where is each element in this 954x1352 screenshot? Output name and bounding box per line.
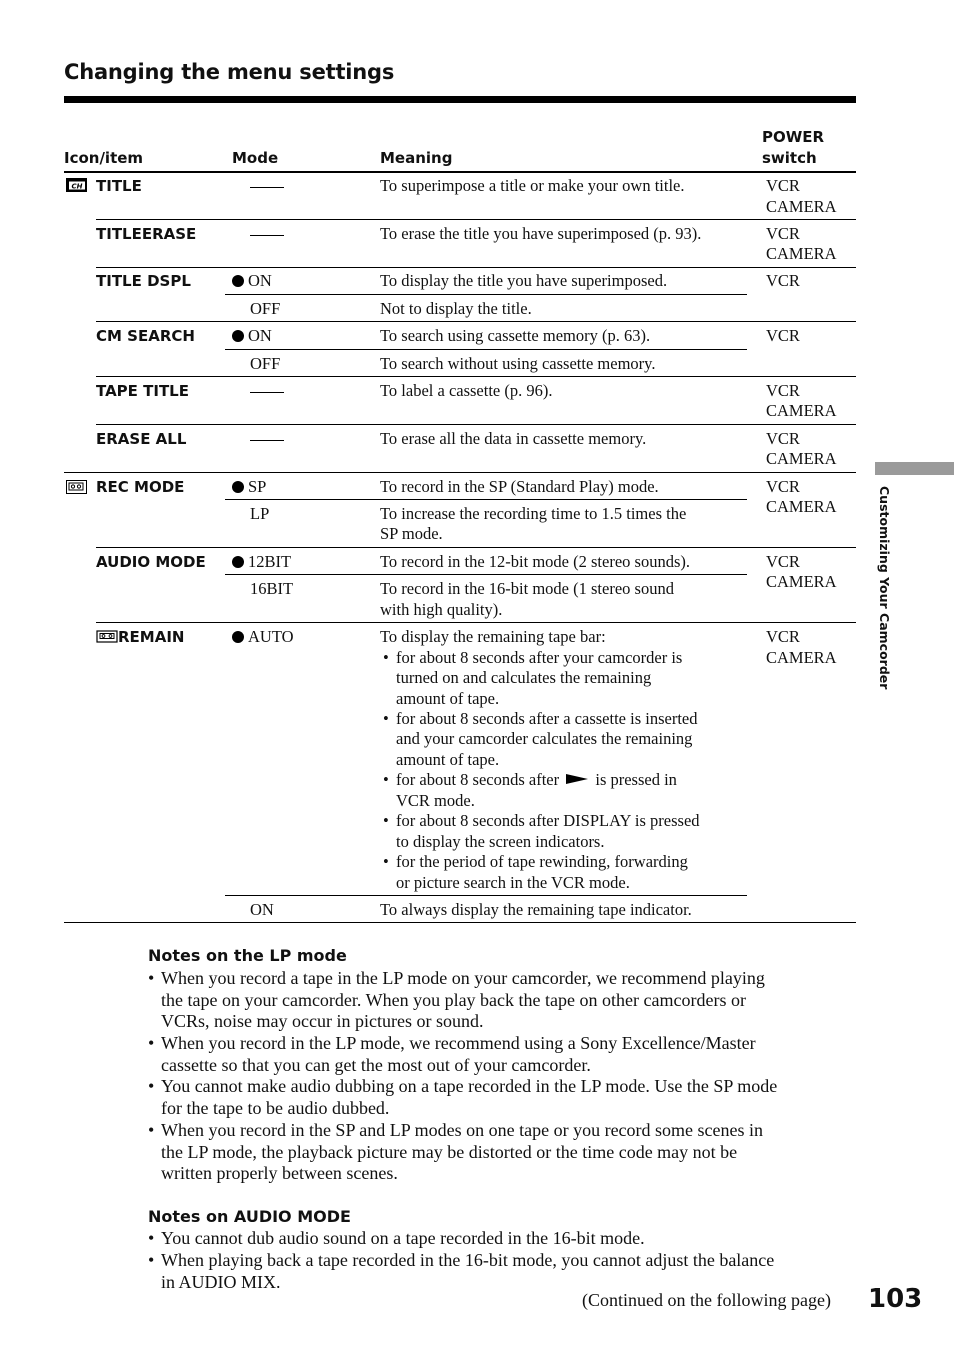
row-divider [96, 622, 856, 623]
list-item: for the period of tape rewinding, forwarding [396, 852, 688, 871]
table-bottom-rule [64, 922, 856, 923]
row-divider [96, 547, 856, 548]
item-rec-mode: REC MODE [96, 478, 185, 496]
mode-none [250, 224, 284, 245]
power-vcr: VCR [766, 224, 800, 243]
meaning: To increase the recording time to 1.5 times the [380, 504, 687, 523]
section-divider [64, 472, 856, 473]
header-power-line1: POWER [762, 128, 825, 146]
default-dot-icon [232, 631, 244, 643]
power-vcr: VCR [766, 381, 800, 400]
row-divider [96, 424, 856, 425]
item-erase-all: ERASE ALL [96, 430, 187, 448]
mode-auto: AUTO [232, 627, 294, 648]
meaning: To record in the 12-bit mode (2 stereo sounds). [380, 552, 690, 571]
bullet-mark: • [383, 648, 389, 667]
sub-divider [225, 574, 747, 575]
mode-on: ON [250, 900, 274, 919]
header-meaning: Meaning [380, 149, 453, 167]
power-camera: CAMERA [766, 497, 837, 516]
svg-text:CH: CH [71, 182, 82, 190]
header-power-line2: switch [762, 149, 817, 167]
power-camera: CAMERA [766, 572, 837, 591]
mode-off: OFF [250, 299, 281, 318]
list-item: amount of tape. [396, 750, 500, 769]
list-item: for about 8 seconds after your camcorder is [396, 648, 683, 667]
list-item: • When you record a tape in the LP mode on your camcorder, we recommend playing the tape on your camcorder. When you play back the tape on other camcorders or VCRs, noise may occur in pictures or sound. [148, 968, 765, 1032]
continued-note: (Continued on the following page) [582, 1290, 831, 1310]
sub-divider [225, 294, 747, 295]
list-item: amount of tape. [396, 689, 500, 708]
mode-12bit: 12BIT [232, 552, 291, 573]
power-camera: CAMERA [766, 244, 837, 263]
bullet-mark: • [383, 852, 389, 871]
page-number: 103 [868, 1284, 923, 1314]
bullet-mark: • [383, 709, 389, 728]
notes-audio-heading: Notes on AUDIO MODE [148, 1207, 351, 1226]
header-mode: Mode [232, 149, 279, 167]
mode-lp: LP [250, 504, 270, 523]
meaning: Not to display the title. [380, 299, 532, 318]
power-camera: CAMERA [766, 197, 837, 216]
list-item: • You cannot make audio dubbing on a tape recorded in the LP mode. Use the SP mode for the tape to be audio dubbed. [148, 1076, 778, 1118]
row-divider [96, 321, 856, 322]
item-audio-mode: AUDIO MODE [96, 553, 206, 571]
sub-divider [225, 499, 747, 500]
tape-menu-icon [66, 480, 87, 494]
meaning: To always display the remaining tape indicator. [380, 900, 692, 919]
power-vcr: VCR [766, 552, 800, 571]
mode-off: OFF [250, 354, 281, 373]
default-dot-icon [232, 556, 244, 568]
meaning: To record in the SP (Standard Play) mode. [380, 477, 659, 496]
meaning: To display the title you have superimposed. [380, 271, 668, 290]
power-camera: CAMERA [766, 449, 837, 468]
list-item: for about 8 seconds after DISPLAY is pressed [396, 811, 700, 830]
list-item: VCR mode. [396, 791, 475, 810]
item-remain: REMAIN [96, 627, 184, 647]
meaning: To label a cassette (p. 96). [380, 381, 553, 400]
item-title-dspl: TITLE DSPL [96, 272, 191, 290]
power-vcr: VCR [766, 176, 800, 195]
list-item: and your camcorder calculates the remaining [396, 729, 693, 748]
list-item: for about 8 seconds after is pressed in [396, 770, 677, 789]
cassette-icon [96, 630, 118, 643]
sub-divider [225, 895, 747, 896]
meaning-intro: To display the remaining tape bar: [380, 627, 606, 646]
meaning: To superimpose a title or make your own title. [380, 176, 685, 195]
power-vcr: VCR [766, 429, 800, 448]
mode-on: ON [232, 271, 272, 292]
meaning: To record in the 16-bit mode (1 stereo sound [380, 579, 674, 598]
power-vcr: VCR [766, 477, 800, 496]
header-icon-item: Icon/item [64, 149, 144, 167]
list-item: • When playing back a tape recorded in the 16-bit mode, you cannot adjust the balance in AUDIO MIX. [148, 1250, 775, 1292]
bullet-mark: • [383, 770, 389, 789]
mode-none [250, 429, 284, 450]
title-rule [64, 96, 856, 103]
list-item: or picture search in the VCR mode. [396, 873, 630, 892]
sub-divider [225, 349, 747, 350]
list-item: • You cannot dub audio sound on a tape recorded in the 16-bit mode. [148, 1228, 645, 1248]
default-dot-icon [232, 481, 244, 493]
play-icon [565, 773, 589, 785]
default-dot-icon [232, 275, 244, 287]
meaning: To search using cassette memory (p. 63). [380, 326, 651, 345]
list-item: turned on and calculates the remaining [396, 668, 652, 687]
side-tab-marker [875, 462, 954, 475]
title-menu-icon [66, 178, 87, 192]
power-vcr: VCR [766, 326, 800, 345]
mode-16bit: 16BIT [250, 579, 294, 598]
mode-none [250, 381, 284, 402]
meaning: with high quality). [380, 600, 503, 619]
mode-none [250, 176, 284, 197]
mode-sp: SP [232, 477, 266, 498]
meaning: To search without using cassette memory. [380, 354, 656, 373]
item-tape-title: TAPE TITLE [96, 382, 189, 400]
meaning: To erase all the data in cassette memory. [380, 429, 647, 448]
notes-lp-heading: Notes on the LP mode [148, 946, 347, 965]
list-item: for about 8 seconds after a cassette is inserted [396, 709, 698, 728]
meaning: To erase the title you have superimposed (p. 93). [380, 224, 702, 243]
power-camera: CAMERA [766, 401, 837, 420]
list-item: • When you record in the SP and LP modes on one tape or you record some scenes in the LP mode, the playback picture may be distorted or the time code may not be written properly between scenes. [148, 1120, 764, 1184]
item-title: TITLE [96, 177, 142, 195]
header-rule [64, 171, 856, 173]
list-item: to display the screen indicators. [396, 832, 605, 851]
power-vcr: VCR [766, 627, 800, 646]
power-vcr: VCR [766, 271, 800, 290]
list-item: • When you record in the LP mode, we recommend using a Sony Excellence/Master cassette so that you can get the most out of your camcorder. [148, 1033, 756, 1075]
row-divider [96, 376, 856, 377]
mode-on: ON [232, 326, 272, 347]
row-divider [96, 219, 856, 220]
page-title: Changing the menu settings [64, 60, 395, 84]
item-cm-search: CM SEARCH [96, 327, 195, 345]
default-dot-icon [232, 330, 244, 342]
power-camera: CAMERA [766, 648, 837, 667]
bullet-mark: • [383, 811, 389, 830]
row-divider [96, 267, 856, 268]
meaning: SP mode. [380, 524, 443, 543]
item-titleerase: TITLEERASE [96, 225, 197, 243]
section-side-label: Customizing Your Camcorder [877, 486, 892, 690]
